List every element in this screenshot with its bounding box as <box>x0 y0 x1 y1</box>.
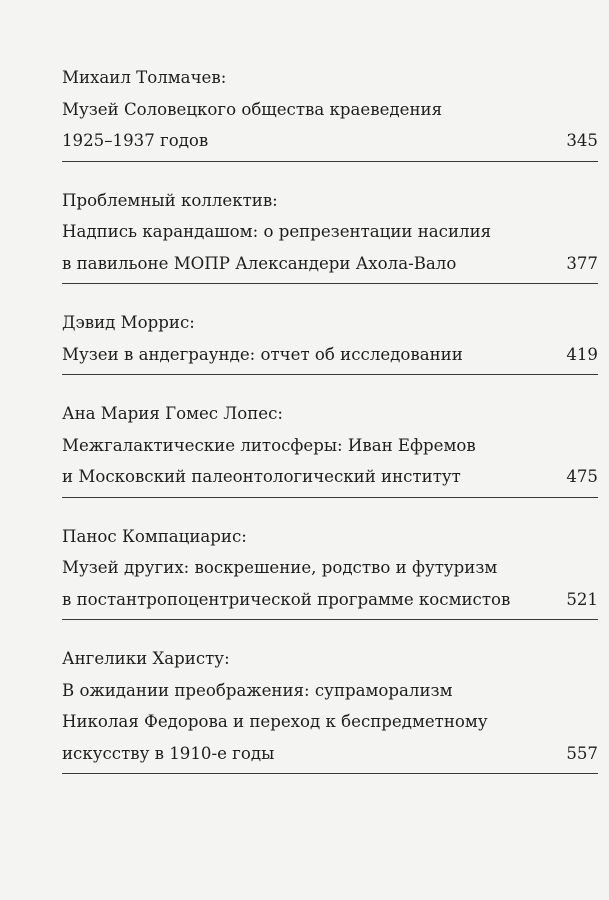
entry-title-end: Музеи в андеграунде: отчет об исследовании <box>62 344 463 364</box>
entry-author: Проблемный коллектив: <box>62 190 278 210</box>
table-of-contents <box>62 62 598 797</box>
entry-page-number: 475 <box>566 467 598 486</box>
entry-page-number: 419 <box>566 344 598 364</box>
entry-title-line: В ожидании преображения: супраморализм <box>62 680 453 700</box>
entry-last-line <box>62 339 598 371</box>
entry-author: Дэвид Моррис: <box>62 313 195 332</box>
entry-title-line: Надпись карандашом: о репрезентации насилия <box>62 222 492 241</box>
entry-title-end: 1925–1937 годов <box>62 131 209 150</box>
toc-entry <box>62 398 598 498</box>
entry-last-line <box>62 125 598 157</box>
entry-title-end: в постантропоцентрической программе космистов <box>62 589 511 609</box>
entry-page-number: 377 <box>566 253 598 273</box>
entry-title-line: Межгалактические литосферы: Иван Ефремов <box>62 435 476 455</box>
entry-title-line: Николая Федорова и переход к беспредметному <box>62 712 488 731</box>
toc-entry <box>62 643 598 774</box>
entry-title-end: и Московский палеонтологический институт <box>62 467 461 486</box>
entry-title-line: Музей других: воскрешение, родство и футуризм <box>62 558 498 577</box>
entry-title-line: Музей Соловецкого общества краеведения <box>62 99 443 119</box>
entry-last-line <box>62 248 598 280</box>
entry-author: Ана Мария Гомес Лопес: <box>62 404 283 423</box>
toc-entry <box>62 307 598 375</box>
entry-author: Ангелики Харисту: <box>62 649 230 668</box>
entry-title-end: искусству в 1910-е годы <box>62 743 275 763</box>
entry-page-number: 557 <box>566 743 598 763</box>
entry-last-line <box>62 738 598 770</box>
entry-page-number: 521 <box>566 589 598 609</box>
entry-last-line <box>62 461 598 493</box>
entry-author: Михаил Толмачев: <box>62 68 227 87</box>
entry-author: Панос Компациарис: <box>62 526 247 546</box>
toc-entry <box>62 521 598 621</box>
entry-title-end: в павильоне МОПР Александери Ахола-Вало <box>62 253 457 273</box>
entry-page-number: 345 <box>566 131 598 150</box>
entry-last-line <box>62 584 598 616</box>
toc-entry <box>62 185 598 285</box>
toc-entry <box>62 62 598 162</box>
